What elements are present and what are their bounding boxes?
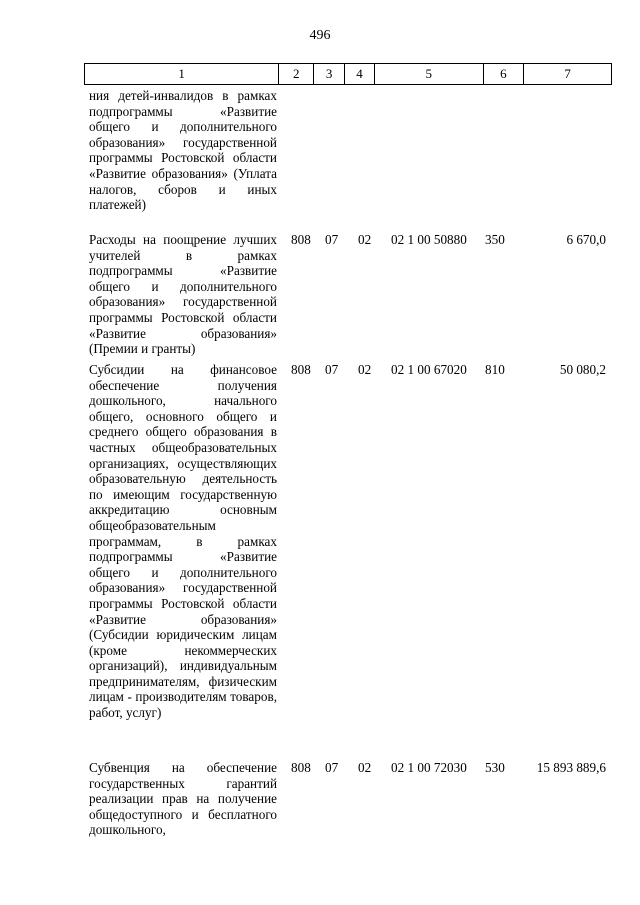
header-col-4: 4 (345, 64, 375, 84)
row-gr: 808 (291, 362, 311, 377)
row-pr: 02 (358, 760, 372, 775)
row-vr: 530 (485, 760, 505, 775)
row-pr: 02 (358, 362, 372, 377)
row-description: Расходы на поощрение лучших учителей в рамках подпрограммы «Развитие общего и дополнительного образования» государственной программы Ростовской области «Развитие образования» (Премии и гранты) (89, 232, 277, 357)
row-gr: 808 (291, 232, 311, 247)
row-rz: 07 (325, 362, 339, 377)
row-pr: 02 (358, 232, 372, 247)
header-col-7: 7 (564, 66, 571, 81)
row-description: Субвенция на обеспечение государственных гарантий реализации прав на получение общедоступного и бесплатного дошкольного, (89, 760, 277, 838)
header-col-1: 1 (85, 64, 279, 84)
row-csr: 02 1 00 72030 (391, 760, 467, 775)
row-amount: 15 893 889,6 (536, 760, 606, 775)
row-description: Субсидии на финансовое обеспечение получения дошкольного, начального общего, основного общего и среднего общего образования в частных общеобразовательных организациях, осуществляющих образовательную деятельность по имеющим государственную аккредитацию основным общеобразовательным программам, в рамках подпрограммы «Развитие общего и дополнительного образования» государственной программы Ростовской области «Развитие образования» (Субсидии юридическим лицам (кроме некоммерческих организаций), индивидуальным предпринимателям, физическим лицам - производителям товаров, работ, услуг) (89, 362, 277, 721)
row-amount: 50 080,2 (559, 362, 606, 377)
header-col-2: 2 (279, 64, 314, 84)
header-col-5: 5 (375, 64, 484, 84)
header-col-6: 6 (484, 64, 525, 84)
row-amount: 6 670,0 (566, 232, 606, 247)
row-csr: 02 1 00 50880 (391, 232, 467, 247)
row-vr: 350 (485, 232, 505, 247)
row-description: ния детей-инвалидов в рамках подпрограммы «Развитие общего и дополнительного образования» государственной программы Ростовской области «Развитие образования» (Уплата налогов, сборов и иных платежей) (89, 88, 277, 213)
row-gr: 808 (291, 760, 311, 775)
header-col-3: 3 (314, 64, 345, 84)
row-csr: 02 1 00 67020 (391, 362, 467, 377)
row-rz: 07 (325, 760, 339, 775)
table-header (84, 63, 612, 85)
row-vr: 810 (485, 362, 505, 377)
page-number: 496 (309, 28, 331, 43)
row-rz: 07 (325, 232, 339, 247)
